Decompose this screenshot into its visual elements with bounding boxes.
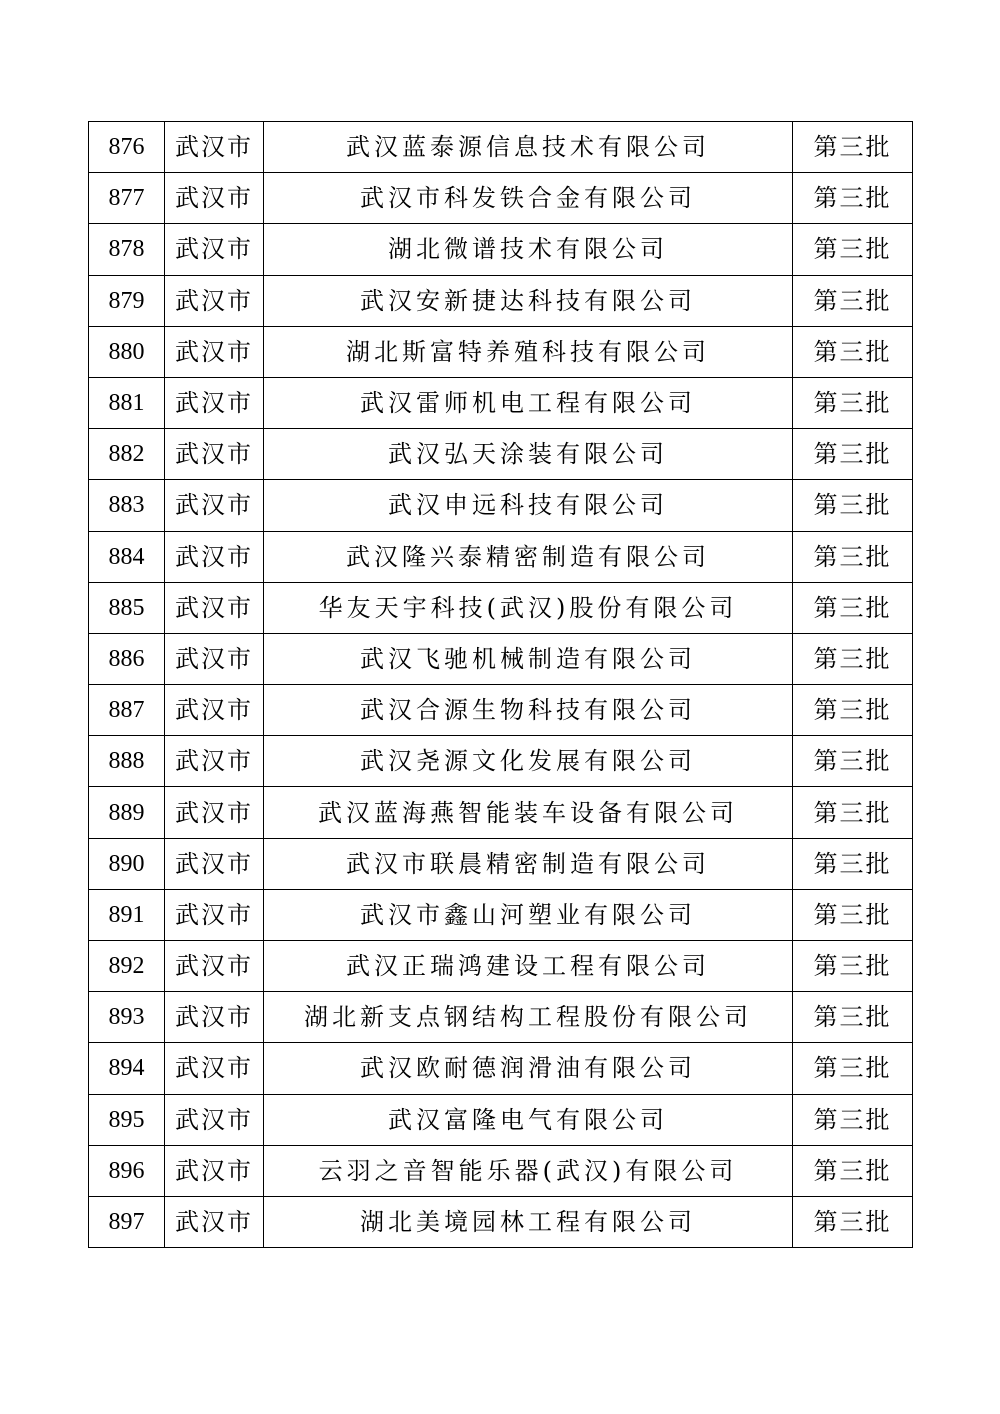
city-cell: 武汉市	[165, 531, 264, 582]
company-name-cell: 湖北美境园林工程有限公司	[264, 1196, 793, 1247]
table-row	[89, 480, 913, 531]
batch-cell: 第三批	[793, 1196, 913, 1247]
city-cell: 武汉市	[165, 889, 264, 940]
table-row	[89, 173, 913, 224]
batch-cell: 第三批	[793, 1043, 913, 1094]
table-row	[89, 838, 913, 889]
table-row	[89, 1043, 913, 1094]
city-cell: 武汉市	[165, 480, 264, 531]
row-number: 889	[89, 787, 165, 838]
city-cell: 武汉市	[165, 787, 264, 838]
company-name-cell: 武汉尧源文化发展有限公司	[264, 736, 793, 787]
batch-cell: 第三批	[793, 685, 913, 736]
table-body	[89, 122, 913, 1248]
batch-cell: 第三批	[793, 633, 913, 684]
row-number: 896	[89, 1145, 165, 1196]
row-number: 888	[89, 736, 165, 787]
table-row	[89, 275, 913, 326]
batch-cell: 第三批	[793, 582, 913, 633]
row-number: 895	[89, 1094, 165, 1145]
company-name-cell: 武汉市科发铁合金有限公司	[264, 173, 793, 224]
city-cell: 武汉市	[165, 326, 264, 377]
company-name-cell: 武汉合源生物科技有限公司	[264, 685, 793, 736]
table-row	[89, 224, 913, 275]
batch-cell: 第三批	[793, 1145, 913, 1196]
batch-cell: 第三批	[793, 787, 913, 838]
batch-cell: 第三批	[793, 122, 913, 173]
table-row	[89, 1145, 913, 1196]
company-name-cell: 武汉弘天涂装有限公司	[264, 429, 793, 480]
batch-cell: 第三批	[793, 838, 913, 889]
city-cell: 武汉市	[165, 377, 264, 428]
table-row	[89, 1094, 913, 1145]
company-name-cell: 武汉富隆电气有限公司	[264, 1094, 793, 1145]
company-name-cell: 武汉市联晨精密制造有限公司	[264, 838, 793, 889]
city-cell: 武汉市	[165, 429, 264, 480]
company-name-cell: 武汉飞驰机械制造有限公司	[264, 633, 793, 684]
company-name-cell: 武汉申远科技有限公司	[264, 480, 793, 531]
company-name-cell: 湖北微谱技术有限公司	[264, 224, 793, 275]
row-number: 876	[89, 122, 165, 173]
company-name-cell: 武汉雷师机电工程有限公司	[264, 377, 793, 428]
company-list-table	[88, 121, 913, 1248]
row-number: 880	[89, 326, 165, 377]
city-cell: 武汉市	[165, 685, 264, 736]
table-row	[89, 992, 913, 1043]
company-name-cell: 武汉蓝海燕智能装车设备有限公司	[264, 787, 793, 838]
batch-cell: 第三批	[793, 1094, 913, 1145]
table-row	[89, 1196, 913, 1247]
company-name-cell: 湖北新支点钢结构工程股份有限公司	[264, 992, 793, 1043]
batch-cell: 第三批	[793, 480, 913, 531]
row-number: 878	[89, 224, 165, 275]
batch-cell: 第三批	[793, 736, 913, 787]
company-name-cell: 湖北斯富特养殖科技有限公司	[264, 326, 793, 377]
table-row	[89, 122, 913, 173]
row-number: 881	[89, 377, 165, 428]
row-number: 893	[89, 992, 165, 1043]
city-cell: 武汉市	[165, 1196, 264, 1247]
company-name-cell: 武汉隆兴泰精密制造有限公司	[264, 531, 793, 582]
city-cell: 武汉市	[165, 1145, 264, 1196]
company-name-cell: 武汉蓝泰源信息技术有限公司	[264, 122, 793, 173]
company-name-cell: 武汉安新捷达科技有限公司	[264, 275, 793, 326]
row-number: 892	[89, 941, 165, 992]
city-cell: 武汉市	[165, 941, 264, 992]
row-number: 897	[89, 1196, 165, 1247]
batch-cell: 第三批	[793, 224, 913, 275]
city-cell: 武汉市	[165, 633, 264, 684]
table-row	[89, 582, 913, 633]
row-number: 877	[89, 173, 165, 224]
batch-cell: 第三批	[793, 429, 913, 480]
row-number: 894	[89, 1043, 165, 1094]
table-row	[89, 531, 913, 582]
batch-cell: 第三批	[793, 377, 913, 428]
company-name-cell: 云羽之音智能乐器(武汉)有限公司	[264, 1145, 793, 1196]
company-name-cell: 华友天宇科技(武汉)股份有限公司	[264, 582, 793, 633]
city-cell: 武汉市	[165, 1094, 264, 1145]
city-cell: 武汉市	[165, 173, 264, 224]
table-row	[89, 889, 913, 940]
batch-cell: 第三批	[793, 326, 913, 377]
row-number: 883	[89, 480, 165, 531]
company-name-cell: 武汉正瑞鸿建设工程有限公司	[264, 941, 793, 992]
row-number: 886	[89, 633, 165, 684]
batch-cell: 第三批	[793, 941, 913, 992]
company-name-cell: 武汉欧耐德润滑油有限公司	[264, 1043, 793, 1094]
row-number: 884	[89, 531, 165, 582]
city-cell: 武汉市	[165, 736, 264, 787]
city-cell: 武汉市	[165, 224, 264, 275]
city-cell: 武汉市	[165, 838, 264, 889]
city-cell: 武汉市	[165, 122, 264, 173]
city-cell: 武汉市	[165, 582, 264, 633]
batch-cell: 第三批	[793, 173, 913, 224]
row-number: 885	[89, 582, 165, 633]
batch-cell: 第三批	[793, 992, 913, 1043]
city-cell: 武汉市	[165, 1043, 264, 1094]
table-row	[89, 685, 913, 736]
table-row	[89, 377, 913, 428]
table-row	[89, 326, 913, 377]
table-row	[89, 787, 913, 838]
row-number: 882	[89, 429, 165, 480]
batch-cell: 第三批	[793, 531, 913, 582]
table-row	[89, 941, 913, 992]
batch-cell: 第三批	[793, 275, 913, 326]
table-row	[89, 633, 913, 684]
table-row	[89, 736, 913, 787]
row-number: 887	[89, 685, 165, 736]
city-cell: 武汉市	[165, 992, 264, 1043]
company-name-cell: 武汉市鑫山河塑业有限公司	[264, 889, 793, 940]
city-cell: 武汉市	[165, 275, 264, 326]
table-row	[89, 429, 913, 480]
row-number: 891	[89, 889, 165, 940]
row-number: 890	[89, 838, 165, 889]
batch-cell: 第三批	[793, 889, 913, 940]
row-number: 879	[89, 275, 165, 326]
